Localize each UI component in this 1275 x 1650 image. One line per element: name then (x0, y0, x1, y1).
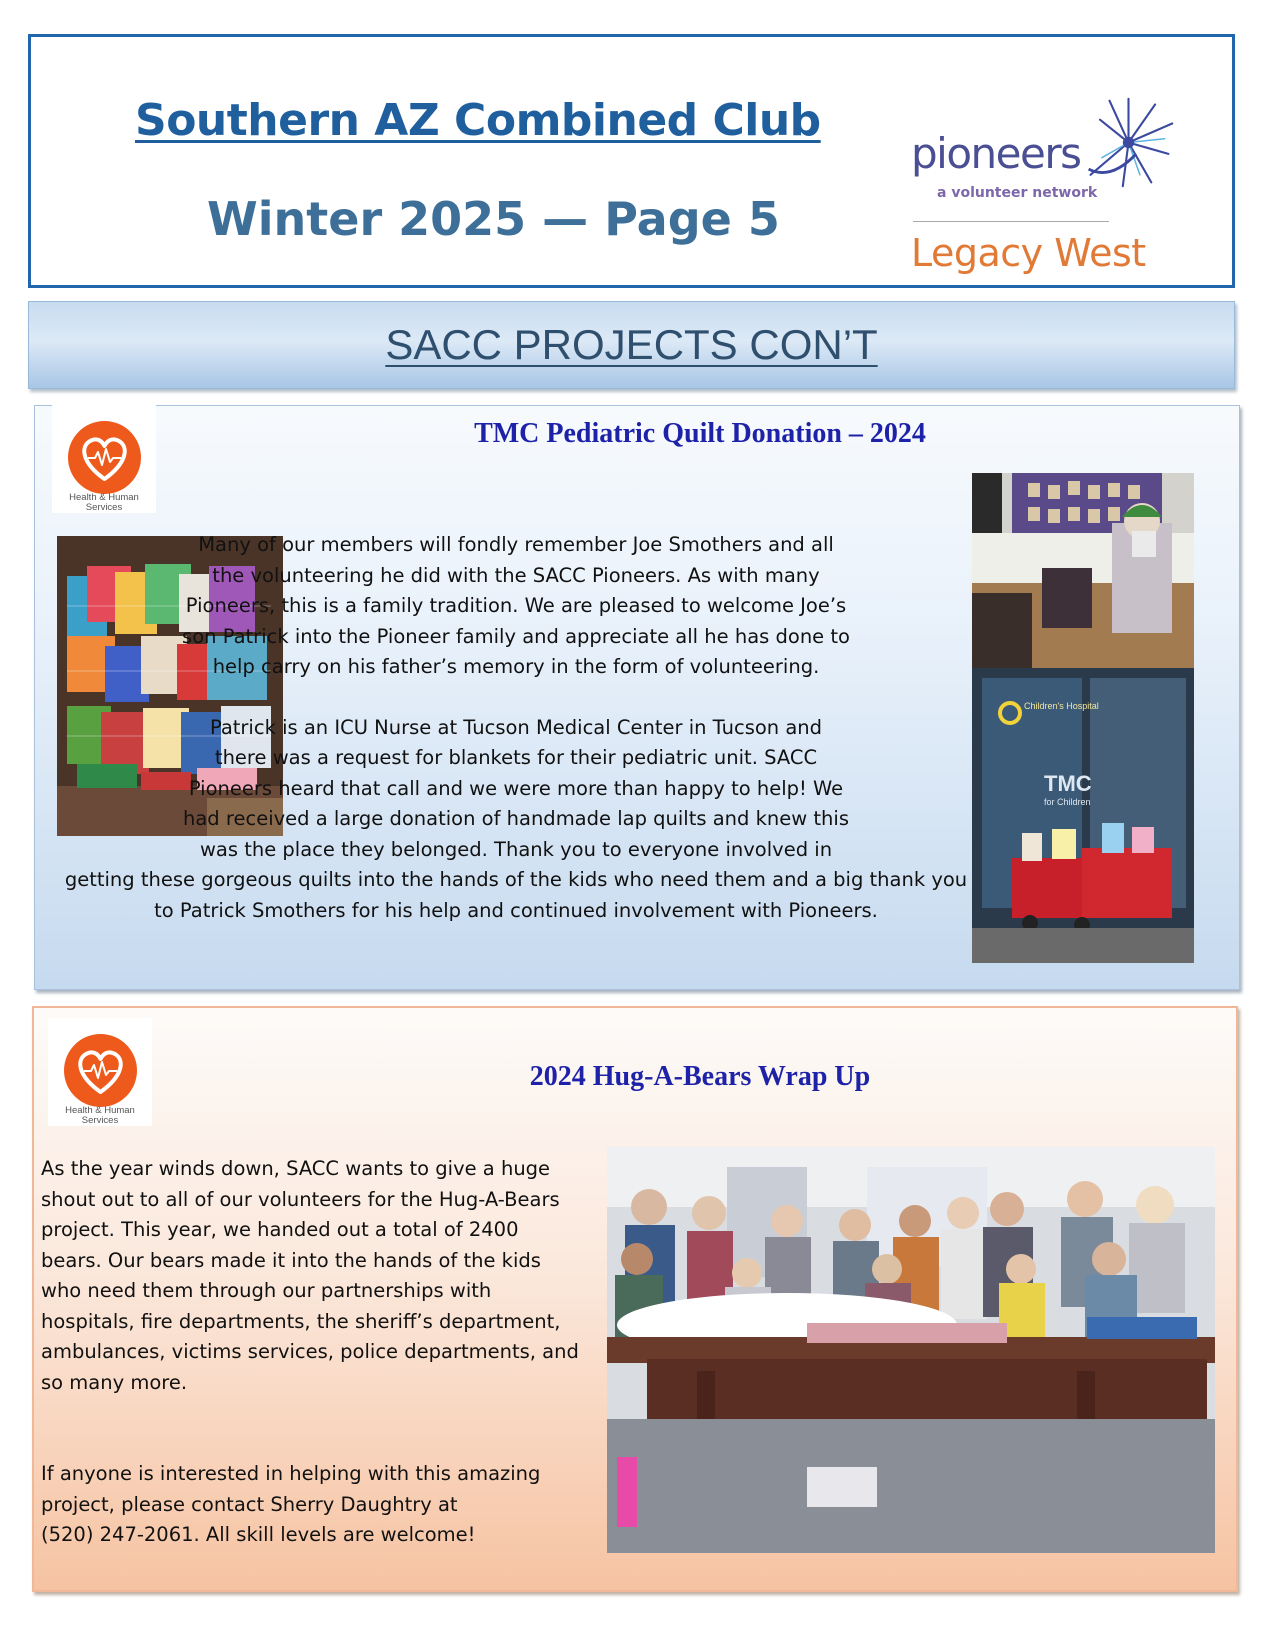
quilt-text-line: Patrick is an ICU Nurse at Tucson Medical Center in Tucson and (209, 715, 823, 739)
legacy-west-wordmark: Legacy West (911, 231, 1146, 275)
quilt-text-line: to Patrick Smothers for his help and continued involvement with Pioneers. (154, 898, 878, 922)
quilt-text-line: the volunteering he did with the SACC Pioneers. As with many (212, 563, 820, 587)
hug-text-line: (520) 247-2061. All skill levels are welcome! (41, 1523, 476, 1546)
issue-title: Winter 2025 — Page 5 (207, 192, 780, 246)
hug-text-line: project, please contact Sherry Daughtry at (41, 1492, 458, 1516)
tmc-delivery-photo (972, 473, 1194, 963)
heart-heartbeat-icon (64, 1034, 137, 1107)
volunteers-group-photo (607, 1147, 1215, 1553)
hug-text-line: who need them through our partnerships with (41, 1279, 492, 1302)
logo-tagline: a volunteer network (937, 185, 1098, 201)
logo-divider (913, 221, 1109, 222)
hug-text-line: As the year winds down, SACC wants to give a huge (41, 1157, 551, 1180)
quilt-text-line: Pioneers, this is a family tradition. We are pleased to welcome Joe’s (185, 594, 847, 617)
club-title: Southern AZ Combined Club (135, 95, 821, 146)
hug-text-line: so many more. (41, 1370, 188, 1394)
badge-label-line1: Health & Human (65, 1105, 135, 1116)
hug-text-line: bears. Our bears made it into the hands of the kids (41, 1248, 541, 1272)
hug-text-line: project. This year, we handed out a total of 2400 (41, 1218, 519, 1241)
quilt-text-line: was the place they belonged. Thank you to everyone involved in (199, 837, 833, 861)
quilt-text-line: son Patrick into the Pioneer family and appreciate all he has done to (182, 624, 850, 648)
quilt-text-line: had received a large donation of handmade lap quilts and knew this (183, 807, 849, 830)
hug-text-line: hospitals, fire departments, the sheriff’s department, (41, 1309, 561, 1333)
badge-label-line1: Health & Human (69, 492, 139, 503)
hug-text-line: If anyone is interested in helping with this amazing (41, 1462, 541, 1485)
masthead (28, 34, 1235, 288)
quilt-text-line: Many of our members will fondly remember Joe Smothers and all (198, 533, 834, 556)
hospital-sign-text: Children's Hospital (1024, 701, 1099, 711)
hug-article-body (41, 1154, 621, 1551)
heart-heartbeat-icon (68, 421, 141, 494)
quilt-text-line: Pioneers heard that call and we were more than happy to help! We (188, 776, 844, 800)
hug-text-line: ambulances, victims services, police departments, and (41, 1340, 579, 1363)
section-banner (28, 301, 1235, 389)
hug-article-title: 2024 Hug-A-Bears Wrap Up (529, 1061, 871, 1092)
quilt-text-line: help carry on his father’s memory in the form of volunteering. (212, 655, 820, 678)
pioneers-wordmark: pioneers (911, 129, 1081, 178)
quilt-article-title: TMC Pediatric Quilt Donation – 2024 (474, 418, 926, 449)
health-services-badge (48, 1018, 152, 1126)
badge-label-line2: Services (81, 1114, 119, 1126)
quilt-text-line: there was a request for blankets for their pediatric unit. SACC (214, 746, 818, 769)
quilt-text-line: getting these gorgeous quilts into the hands of the kids who need them and a big thank you (64, 868, 968, 891)
hug-text-line: shout out to all of our volunteers for the Hug-A-Bears (41, 1187, 560, 1211)
health-services-badge (52, 405, 156, 513)
pioneers-logo (911, 65, 1211, 275)
starburst-icon (1081, 95, 1176, 190)
tmc-sub-text: for Children (1044, 797, 1091, 807)
section-title: SACC PROJECTS CON’T (385, 321, 878, 368)
quilt-article-body (46, 530, 986, 926)
tmc-sign-text: TMC (1044, 771, 1092, 796)
badge-label-line2: Services (85, 501, 123, 513)
